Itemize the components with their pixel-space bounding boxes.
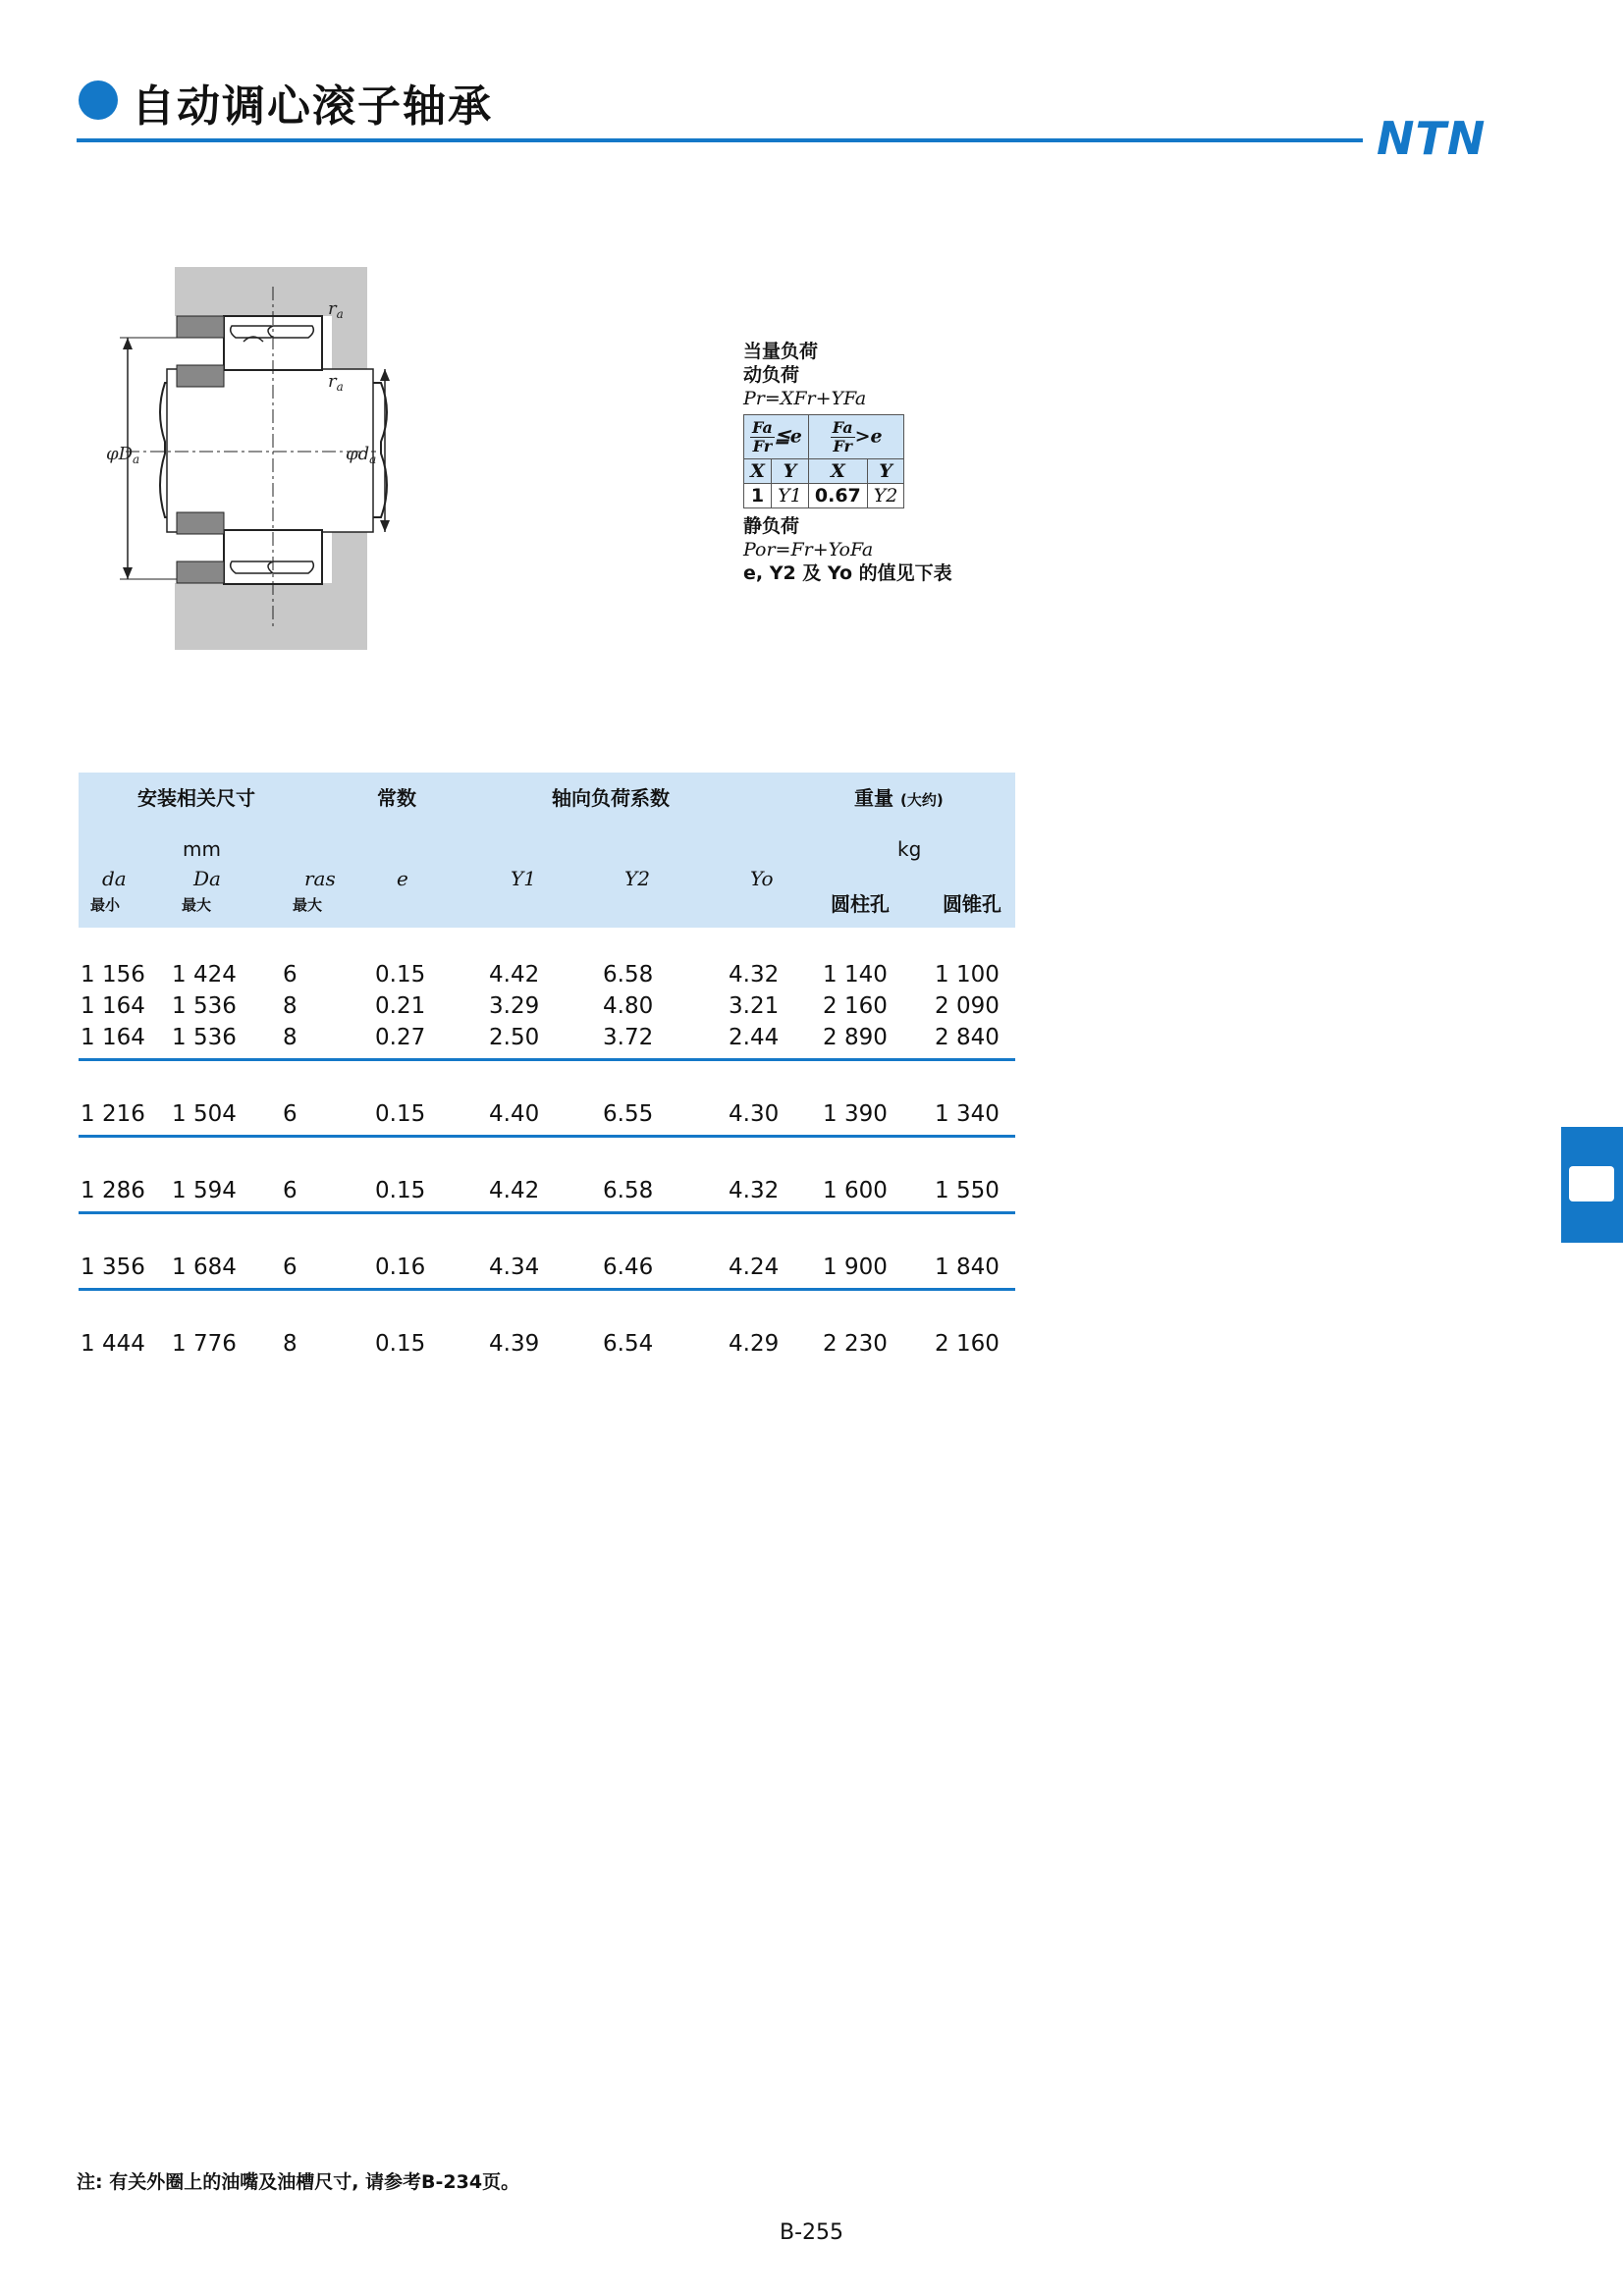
table-cell: 4.42: [489, 1178, 540, 1203]
static-formula: Por=Fr+YoFa: [743, 539, 874, 561]
table-cell: 8: [283, 1025, 298, 1050]
header-axial: 轴向负荷系数: [552, 786, 670, 810]
column-symbol: ras: [304, 867, 336, 890]
load-value: Y2: [867, 484, 904, 508]
label-da: $\varphi d_a$: [346, 444, 377, 466]
label-ra-top: $r_a$: [328, 298, 344, 321]
table-cell: 1 536: [172, 1025, 237, 1050]
table-cell: 8: [283, 1331, 298, 1357]
header-constant: 常数: [377, 786, 416, 810]
column-symbol: da: [102, 867, 127, 890]
table-cell: 4.34: [489, 1255, 540, 1280]
table-cell: 6.58: [603, 962, 654, 988]
roller-upper-right: [268, 326, 313, 338]
bearing-icon: [1569, 1166, 1614, 1201]
table-cell: 1 600: [823, 1178, 888, 1203]
table-cell: 4.39: [489, 1331, 540, 1357]
table-cell: 1 340: [935, 1101, 1000, 1127]
table-cell: 1 840: [935, 1255, 1000, 1280]
table-cell: 4.40: [489, 1101, 540, 1127]
load-sub-header: Y: [771, 459, 808, 484]
load-sub-header: X: [808, 459, 867, 484]
table-cell: 3.21: [729, 993, 780, 1019]
table-cell: 0.15: [375, 1101, 426, 1127]
table-cell: 6: [283, 962, 298, 988]
table-cell: 0.15: [375, 1331, 426, 1357]
table-cell: 0.15: [375, 1178, 426, 1203]
equivalent-load-block: [743, 340, 999, 585]
table-cell: 4.32: [729, 962, 780, 988]
column-note: 圆锥孔: [943, 892, 1001, 916]
table-cell: 6.46: [603, 1255, 654, 1280]
group-divider: [79, 1135, 1015, 1138]
column-note: 最大: [182, 896, 212, 914]
table-cell: 1 550: [935, 1178, 1000, 1203]
header-unit-kg: kg: [897, 837, 922, 861]
table-cell: 1 356: [81, 1255, 145, 1280]
column-symbol: Yo: [750, 867, 774, 890]
page-number: B-255: [779, 2220, 844, 2245]
page-title: 自动调心滚子轴承: [132, 81, 493, 132]
table-cell: 4.29: [729, 1331, 780, 1357]
table-cell: 6: [283, 1255, 298, 1280]
table-cell: 4.80: [603, 993, 654, 1019]
footnote: 注: 有关外圈上的油嘴及油槽尺寸, 请参考B-234页。: [77, 2171, 520, 2193]
table-cell: 1 164: [81, 993, 145, 1019]
table-cell: 2 160: [935, 1331, 1000, 1357]
group-divider: [79, 1288, 1015, 1291]
load-factor-table: [743, 414, 904, 508]
table-cell: 2 840: [935, 1025, 1000, 1050]
load-value: 0.67: [808, 484, 867, 508]
table-cell: 4.42: [489, 962, 540, 988]
title-bullet-icon: [79, 80, 118, 120]
brand-logo: NTN: [1377, 112, 1487, 165]
table-cell: 0.15: [375, 962, 426, 988]
load-value: 1: [744, 484, 772, 508]
column-symbol: Y2: [624, 867, 650, 890]
table-cell: 3.72: [603, 1025, 654, 1050]
label-ra-mid: $r_a$: [328, 371, 344, 394]
table-cell: 1 444: [81, 1331, 145, 1357]
column-note: 最小: [90, 896, 121, 914]
table-cell: 2.50: [489, 1025, 540, 1050]
header-mounting: 安装相关尺寸: [137, 786, 255, 810]
group-divider: [79, 1058, 1015, 1061]
table-cell: 1 594: [172, 1178, 237, 1203]
table-cell: 1 536: [172, 993, 237, 1019]
column-note: 最大: [293, 896, 323, 914]
header-rule: [77, 138, 1363, 142]
cond-left: $\frac{Fa}{Fr}$ ≦e: [744, 415, 809, 459]
table-cell: 2.44: [729, 1025, 780, 1050]
table-cell: 2 160: [823, 993, 888, 1019]
table-cell: 8: [283, 993, 298, 1019]
load-value: Y1: [771, 484, 808, 508]
group-divider: [79, 1211, 1015, 1214]
table-cell: 6.55: [603, 1101, 654, 1127]
table-cell: 1 504: [172, 1101, 237, 1127]
table-cell: 1 164: [81, 1025, 145, 1050]
table-cell: 4.24: [729, 1255, 780, 1280]
label-Da: $\varphi D_a$: [106, 444, 140, 466]
table-cell: 1 900: [823, 1255, 888, 1280]
section-tab: [1561, 1127, 1623, 1243]
header-unit-mm: mm: [183, 837, 221, 861]
table-cell: 1 424: [172, 962, 237, 988]
load-note: e, Y2 及 Yo 的值见下表: [743, 562, 952, 584]
column-note: 圆柱孔: [831, 892, 890, 916]
table-cell: 1 286: [81, 1178, 145, 1203]
load-sub-header: X: [744, 459, 772, 484]
static-load-title: 静负荷: [743, 515, 800, 537]
column-symbol: Da: [193, 867, 221, 890]
table-cell: 0.16: [375, 1255, 426, 1280]
table-cell: 4.30: [729, 1101, 780, 1127]
table-cell: 6: [283, 1178, 298, 1203]
bearing-mounting-diagram: [106, 267, 391, 650]
table-cell: 0.27: [375, 1025, 426, 1050]
table-cell: 1 216: [81, 1101, 145, 1127]
table-cell: 3.29: [489, 993, 540, 1019]
table-cell: 2 090: [935, 993, 1000, 1019]
table-cell: 4.32: [729, 1178, 780, 1203]
table-cell: 1 776: [172, 1331, 237, 1357]
equiv-load-title: 当量负荷: [743, 341, 819, 362]
table-cell: 1 156: [81, 962, 145, 988]
table-cell: 2 890: [823, 1025, 888, 1050]
table-cell: 1 140: [823, 962, 888, 988]
cond-right: $\frac{Fa}{Fr}$ >e: [808, 415, 904, 459]
table-cell: 2 230: [823, 1331, 888, 1357]
dynamic-formula: Pr=XFr+YFa: [743, 388, 867, 409]
dimension-table-header: [79, 773, 1015, 928]
table-cell: 6: [283, 1101, 298, 1127]
load-sub-header: Y: [867, 459, 904, 484]
dynamic-load-title: 动负荷: [743, 364, 800, 386]
table-cell: 1 390: [823, 1101, 888, 1127]
table-cell: 6.58: [603, 1178, 654, 1203]
table-cell: 1 684: [172, 1255, 237, 1280]
column-symbol: Y1: [511, 867, 536, 890]
table-cell: 6.54: [603, 1331, 654, 1357]
column-symbol: e: [397, 867, 408, 890]
table-cell: 0.21: [375, 993, 426, 1019]
table-cell: 1 100: [935, 962, 1000, 988]
header-mass: 重量 (大约): [854, 786, 944, 810]
roller-lower-right: [268, 561, 313, 573]
